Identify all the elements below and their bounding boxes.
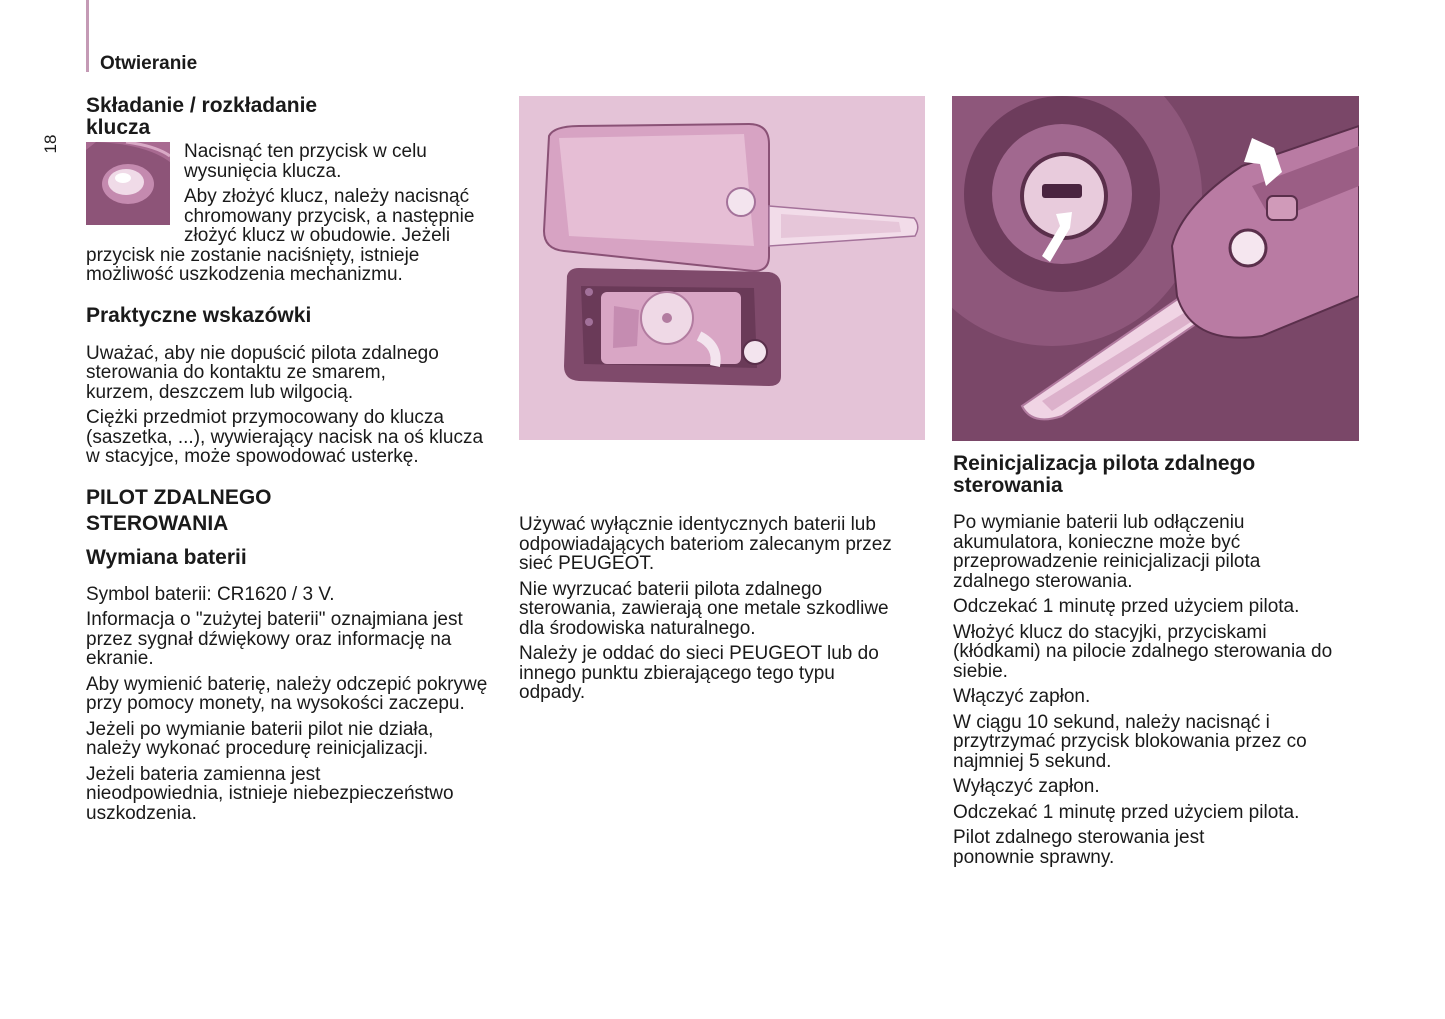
column-middle <box>519 515 919 703</box>
ignition-key-illustration <box>952 96 1359 441</box>
reinit-text-7: Odczekać 1 minutę przed użyciem pilota. <box>953 801 1300 823</box>
heading-remote: PILOT ZDALNEGO STEROWANIA <box>86 485 272 535</box>
heading-reinit: Reinicjalizacja pilota zdalnego sterowania <box>953 452 1256 497</box>
reinit-text-5: W ciągu 10 sekund, należy nacisnąć i przytrzymać przycisk blokowania przez co najmniej 5 sekund. <box>953 711 1307 772</box>
section-marker-bar <box>86 0 89 72</box>
recycle-text-2: Nie wyrzucać baterii pilota zdalnego sterowania, zawierają one metale szkodliwe dla środowiska naturalnego. <box>519 578 889 639</box>
battery-block <box>86 585 491 824</box>
reinit-block <box>953 513 1363 867</box>
reinit-text-3: Włożyć klucz do stacyjki, przyciskami (kłódkami) na pilocie zdalnego sterowania do siebie. <box>953 621 1333 682</box>
recycle-text-1: Używać wyłącznie identycznych baterii lub odpowiadających bateriom zalecanym przez sieć PEUGEOT. <box>519 514 892 574</box>
heading-tips: Praktyczne wskazówki <box>86 303 312 327</box>
reinit-text-2: Odczekać 1 minutę przed użyciem pilota. <box>953 596 1300 617</box>
folding-block <box>86 142 491 285</box>
battery-text-5: Jeżeli bateria zamienna jest nieodpowiednia, istnieje niebezpieczeństwo uszkodzenia. <box>86 763 454 824</box>
folding-text-2: Aby złożyć klucz, należy nacisnąć chromowany przycisk, a następnie złożyć klucz w obudowie. Jeżeli przycisk nie zostanie naciśnięty, istnieje możliwość uszkodzenia mechanizmu. <box>86 186 475 285</box>
remote-battery-illustration <box>519 96 925 440</box>
page-number: 18 <box>41 134 60 154</box>
battery-text-1: Symbol baterii: CR1620 / 3 V. <box>86 583 335 605</box>
battery-text-4: Jeżeli po wymianie baterii pilot nie działa, należy wykonać procedurę reinicjalizacji. <box>86 718 434 759</box>
reinit-text-4: Włączyć zapłon. <box>953 686 1091 707</box>
tips-text-2: Ciężki przedmiot przymocowany do klucza (saszetka, ...), wywierający nacisk na oś klucza w stacyjce, może spowodować usterkę. <box>86 407 484 467</box>
heading-folding: Składanie / rozkładanie klucza <box>86 94 318 139</box>
key-button-thumbnail <box>86 142 170 225</box>
reinit-text-8: Pilot zdalnego sterowania jest ponownie sprawny. <box>953 827 1205 868</box>
battery-text-2: Informacja o "zużytej baterii" oznajmiana jest przez sygnał dźwiękowy oraz informację na ekranie. <box>86 609 463 669</box>
battery-text-3: Aby wymienić baterię, należy odczepić pokrywę przy pomocy monety, na wysokości zaczepu. <box>86 673 488 714</box>
column-left <box>86 95 491 823</box>
tips-text-1: Uważać, aby nie dopuścić pilota zdalnego sterowania do kontaktu ze smarem, kurzem, deszczem lub wilgocią. <box>86 342 439 403</box>
heading-battery: Wymiana baterii <box>86 545 247 569</box>
folding-text-1: Nacisnąć ten przycisk w celu wysunięcia klucza. <box>184 141 427 182</box>
reinit-text-6: Wyłączyć zapłon. <box>953 776 1100 797</box>
recycle-text-3: Należy je oddać do sieci PEUGEOT lub do innego punktu zbierającego tego typu odpady. <box>519 643 879 703</box>
tips-block <box>86 344 491 467</box>
column-right <box>953 453 1363 867</box>
reinit-text-1: Po wymianie baterii lub odłączeniu akumulatora, konieczne może być przeprowadzenie reinicjalizacji pilota zdalnego sterowania. <box>953 512 1261 592</box>
section-title: Otwieranie <box>100 53 198 74</box>
